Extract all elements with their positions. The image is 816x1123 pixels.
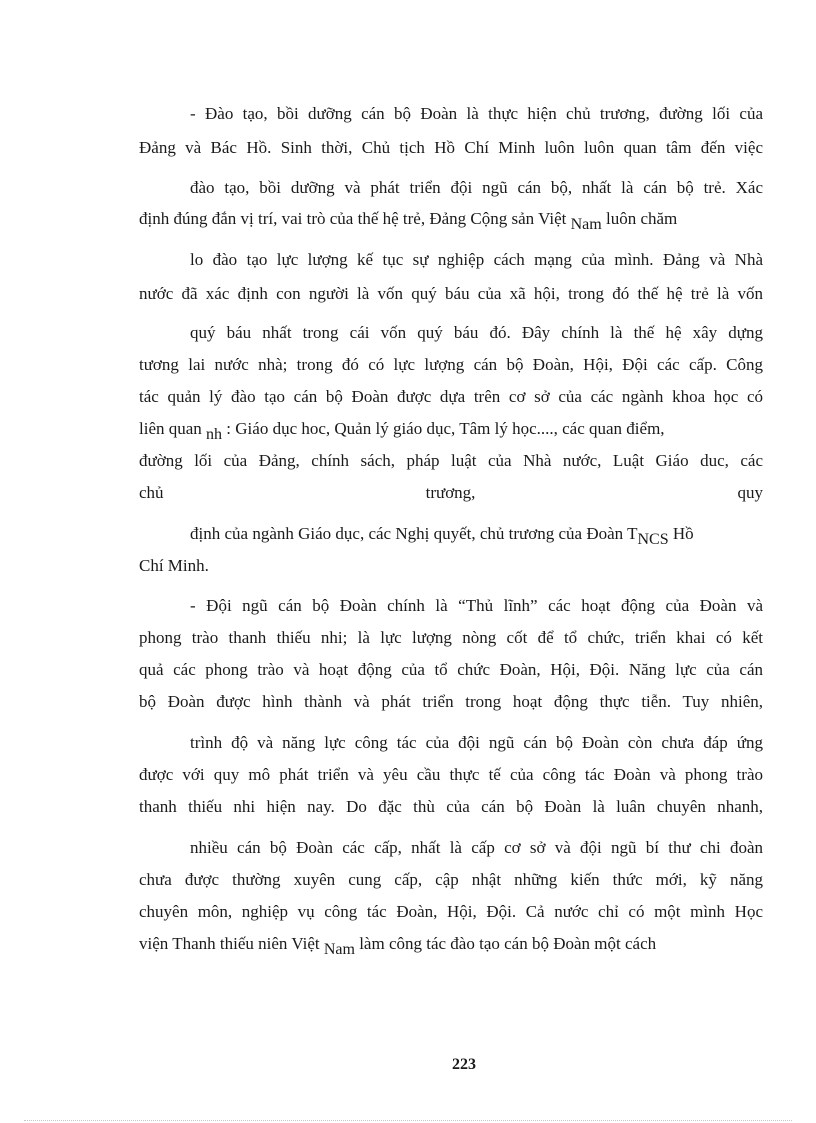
text-line: trình độ và năng lực công tác của đội ngũ cán bộ Đoàn còn chưa đáp ứng [190,733,763,752]
text-segment: viện Thanh thiếu niên Việt [139,934,320,953]
text-line: bộ Đoàn được hình thành và phát triển trong hoạt động thực tiễn. Tuy nhiên, [139,692,763,711]
text-line [139,934,657,958]
text-segment: liên quan [139,419,202,438]
subscript-text: Nam [323,941,355,958]
text-segment: định của ngành Giáo dục, các Nghị quyết, chủ trương của Đoàn T [190,524,638,543]
subscript-text: nh [206,426,223,443]
text-line: phong trào thanh thiếu nhi; là lực lượng nòng cốt để tổ chức, triển khai có kết [139,628,763,647]
text-segment: Hồ [672,524,694,543]
text-line: đường lối của Đảng, chính sách, pháp luật của Nhà nước, Luật Giáo duc, các [139,451,763,470]
text-line [139,419,665,443]
text-line: lo đào tạo lực lượng kế tục sự nghiệp cách mạng của mình. Đảng và Nhà [190,250,763,269]
page-number: 223 [452,1056,476,1073]
page-bottom-divider [24,1120,792,1121]
text-line: tác quản lý đào tạo cán bộ Đoàn được dựa trên cơ sở của các ngành khoa học có [139,387,763,406]
text-line: được với quy mô phát triển và yêu cầu thực tế của công tác Đoàn và phong trào [139,765,763,784]
text-line: đào tạo, bồi dưỡng và phát triển đội ngũ cán bộ, nhất là cán bộ trẻ. Xác [190,178,763,197]
text-line [139,483,763,503]
text-segment: quy [737,483,763,502]
text-line: chưa được thường xuyên cung cấp, cập nhật những kiến thức mới, kỹ năng [139,870,763,889]
text-line: thanh thiếu nhi hiện nay. Do đặc thù của cán bộ Đoàn là luân chuyên nhanh, [139,797,763,816]
text-line: quý báu nhất trong cái vốn quý báu đó. Đây chính là thế hệ xây dựng [190,323,763,342]
text-segment: luôn chăm [605,209,678,228]
text-line: tương lai nước nhà; trong đó có lực lượng cán bộ Đoàn, Hội, Đội các cấp. Công [139,355,763,374]
text-line: quả các phong trào và hoạt động của tổ chức Đoàn, Hội, Đội. Năng lực của cán [139,660,763,679]
text-line: Đảng và Bác Hồ. Sinh thời, Chủ tịch Hồ Chí Minh luôn luôn quan tâm đến việc [139,138,763,157]
text-segment: làm công tác đào tạo cán bộ Đoàn một cách [359,934,657,953]
text-line: nước đã xác định con người là vốn quý báu của xã hội, trong đó thế hệ trẻ là vốn [139,284,763,303]
text-line: - Đội ngũ cán bộ Đoàn chính là “Thủ lĩnh” các hoạt động của Đoàn và [190,596,763,615]
text-line: - Đào tạo, bồi dưỡng cán bộ Đoàn là thực hiện chủ trương, đường lối của [190,104,763,123]
subscript-text: NCS [637,531,669,548]
text-line: Chí Minh. [139,556,209,575]
text-segment: định đúng đắn vị trí, vai trò của thế hệ trẻ, Đảng Cộng sản Việt [139,209,567,228]
text-line [139,209,678,233]
subscript-text: Nam [570,216,602,233]
text-segment: : Giáo dục hoc, Quản lý giáo dục, Tâm lý học...., các quan điểm, [226,419,665,438]
text-line: nhiều cán bộ Đoàn các cấp, nhất là cấp cơ sở và đội ngũ bí thư chi đoàn [190,838,763,857]
text-segment: chủ [139,483,164,502]
text-line: chuyên môn, nghiệp vụ công tác Đoàn, Hội, Đội. Cả nước chỉ có một mình Học [139,902,763,921]
text-segment: trương, [425,483,476,502]
text-line [190,524,694,548]
